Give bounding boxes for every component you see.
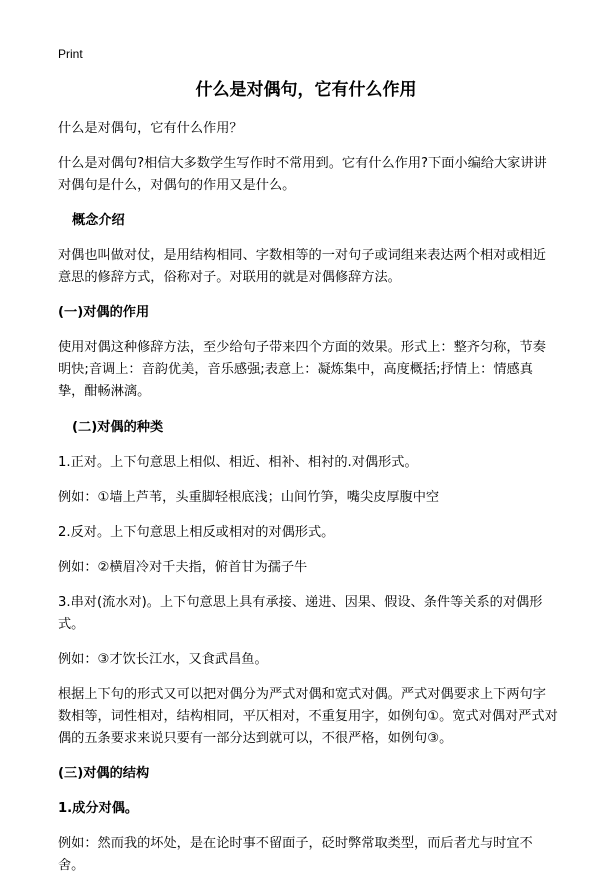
function-paragraph: 使用对偶这种修辞方法，至少给句子带来四个方面的效果。形式上：整齐匀称，节奏明快;音调上：音韵优美，音乐感强;表意上：凝炼集中，高度概括;抒情上：情感真挚，酣畅淋漓。 [58, 340, 546, 399]
structure-heading: (三)对偶的结构 [58, 766, 150, 781]
print-label[interactable]: Print [58, 47, 83, 61]
concept-heading: 概念介绍 [72, 213, 125, 228]
intro-question: 什么是对偶句，它有什么作用？ [58, 121, 243, 136]
intro-paragraph: 什么是对偶句?相信大多数学生写作时不常用到。它有什么作用?下面小编给大家讲讲对偶句是什么，对偶句的作用又是什么。 [58, 156, 547, 193]
type3-paragraph: 3.串对(流水对)。上下句意思上具有承接、递进、因果、假设、条件等关系的对偶形式。 [58, 595, 543, 632]
function-heading: (一)对偶的作用 [58, 305, 150, 320]
type2-paragraph: 2.反对。上下句意思上相反或相对的对偶形式。 [58, 525, 335, 540]
type1-example: 例如：①墙上芦苇，头重脚轻根底浅；山间竹笋，嘴尖皮厚腹中空 [58, 490, 440, 505]
concept-paragraph: 对偶也叫做对仗，是用结构相同、字数相等的一对句子或词组来表达两个相对或相近意思的修辞方式，俗称对子。对联用的就是对偶修辞方法。 [58, 248, 546, 285]
article-body [58, 118, 558, 890]
structure-subheading: 1.成分对偶。 [58, 801, 139, 816]
page-title: 什么是对偶句，它有什么作用 [195, 80, 417, 100]
type1-paragraph: 1.正对。上下句意思上相似、相近、相补、相衬的.对偶形式。 [58, 455, 418, 470]
strict-loose-paragraph: 根据上下句的形式又可以把对偶分为严式对偶和宽式对偶。严式对偶要求上下两句字数相等，词性相对，结构相同，平仄相对，不重复用字，如例句①。宽式对偶对严式对偶的五条要求来说只要有一部分达到就可以，不很严格，如例句③。 [58, 687, 558, 746]
types-heading: (二)对偶的种类 [72, 420, 164, 435]
type2-example: 例如：②横眉冷对千夫指，俯首甘为孺子牛 [58, 560, 308, 575]
type3-example: 例如：③才饮长江水，又食武昌鱼。 [58, 652, 268, 667]
structure-example: 例如：然而我的坏处，是在论时事不留面子，砭时弊常取类型，而后者尤与时宜不舍。 [58, 836, 533, 873]
